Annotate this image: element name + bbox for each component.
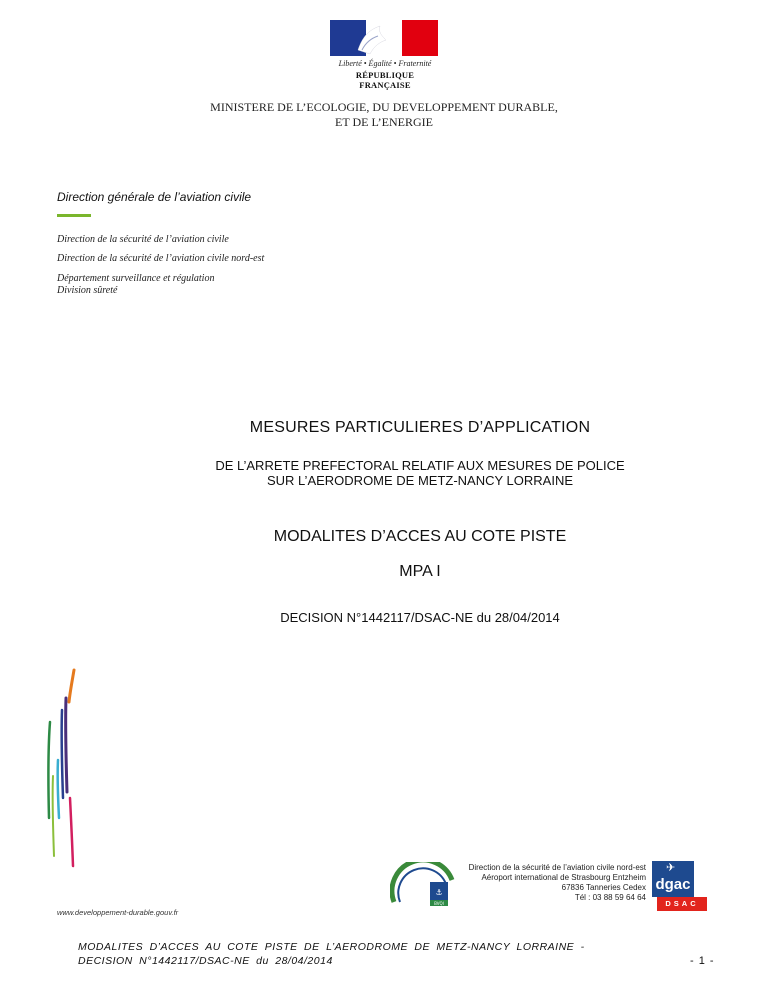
- svg-text:⚓: ⚓: [435, 888, 443, 897]
- address-line-1: Direction de la sécurité de l’aviation civile nord-est: [468, 863, 646, 872]
- bird-icon: ✈: [666, 862, 676, 874]
- tricolor-flag-icon: [330, 20, 438, 56]
- accent-bar: [57, 214, 91, 217]
- subtitle-line-1: DE L’ARRETE PREFECTORAL RELATIF AUX MESURES DE POLICE: [215, 458, 625, 473]
- dsac-logo-text: DSAC: [657, 897, 707, 911]
- page-number: - 1 -: [690, 955, 715, 967]
- direction-title: Direction générale de l’aviation civile: [57, 190, 252, 204]
- direction-line-4: Division sûreté: [57, 285, 118, 296]
- website-url: www.developpement-durable.gouv.fr: [57, 908, 179, 917]
- address-line-2: Aéroport international de Strasbourg Entzheim: [481, 873, 646, 882]
- ministry-name: [0, 100, 768, 130]
- ministry-line-1: MINISTERE DE L’ECOLOGIE, DU DEVELOPPEMENT DURABLE,: [210, 100, 558, 114]
- subtitle-line-2: SUR L’AERODROME DE METZ-NANCY LORRAINE: [266, 473, 574, 488]
- mpa-label: MPA I: [399, 563, 441, 580]
- iso-certification-seal-icon: [390, 862, 458, 910]
- logo-republic: RÉPUBLIQUE FRANÇAISE: [355, 70, 415, 90]
- dgac-logo: [652, 861, 707, 913]
- decorative-ribbons-icon: [36, 668, 86, 868]
- document-subtitle: [150, 458, 690, 488]
- footer-line-2: DECISION N°1442117/DSAC-NE du 28/04/2014: [78, 955, 333, 967]
- dgac-logo-text: dgac: [652, 861, 694, 897]
- direction-line-3: Département surveillance et régulation: [57, 273, 215, 284]
- address-line-4: Tél : 03 88 59 64 64: [574, 893, 646, 902]
- logo-motto: Liberté • Égalité • Fraternité: [338, 59, 432, 68]
- marianne-icon: [352, 20, 388, 56]
- direction-line-1: Direction de la sécurité de l’aviation civile: [57, 234, 229, 245]
- document-title: MESURES PARTICULIERES D’APPLICATION: [249, 419, 591, 436]
- document-section-title: MODALITES D’ACCES AU COTE PISTE: [273, 528, 567, 545]
- iso-label: BVQI: [434, 901, 444, 906]
- footer-line-1: MODALITES D’ACCES AU COTE PISTE DE L’AERODROME DE METZ-NANCY LORRAINE -: [78, 941, 585, 953]
- ministry-line-2: ET DE L’ENERGIE: [335, 115, 433, 129]
- footer-text: [78, 940, 585, 968]
- address-line-3: 67836 Tanneries Cedex: [561, 883, 646, 892]
- decision-reference: DECISION N°1442117/DSAC-NE du 28/04/2014: [280, 610, 560, 625]
- dsac-address: [460, 863, 646, 903]
- republique-francaise-logo: [330, 20, 440, 90]
- direction-line-2: Direction de la sécurité de l’aviation civile nord-est: [57, 253, 265, 264]
